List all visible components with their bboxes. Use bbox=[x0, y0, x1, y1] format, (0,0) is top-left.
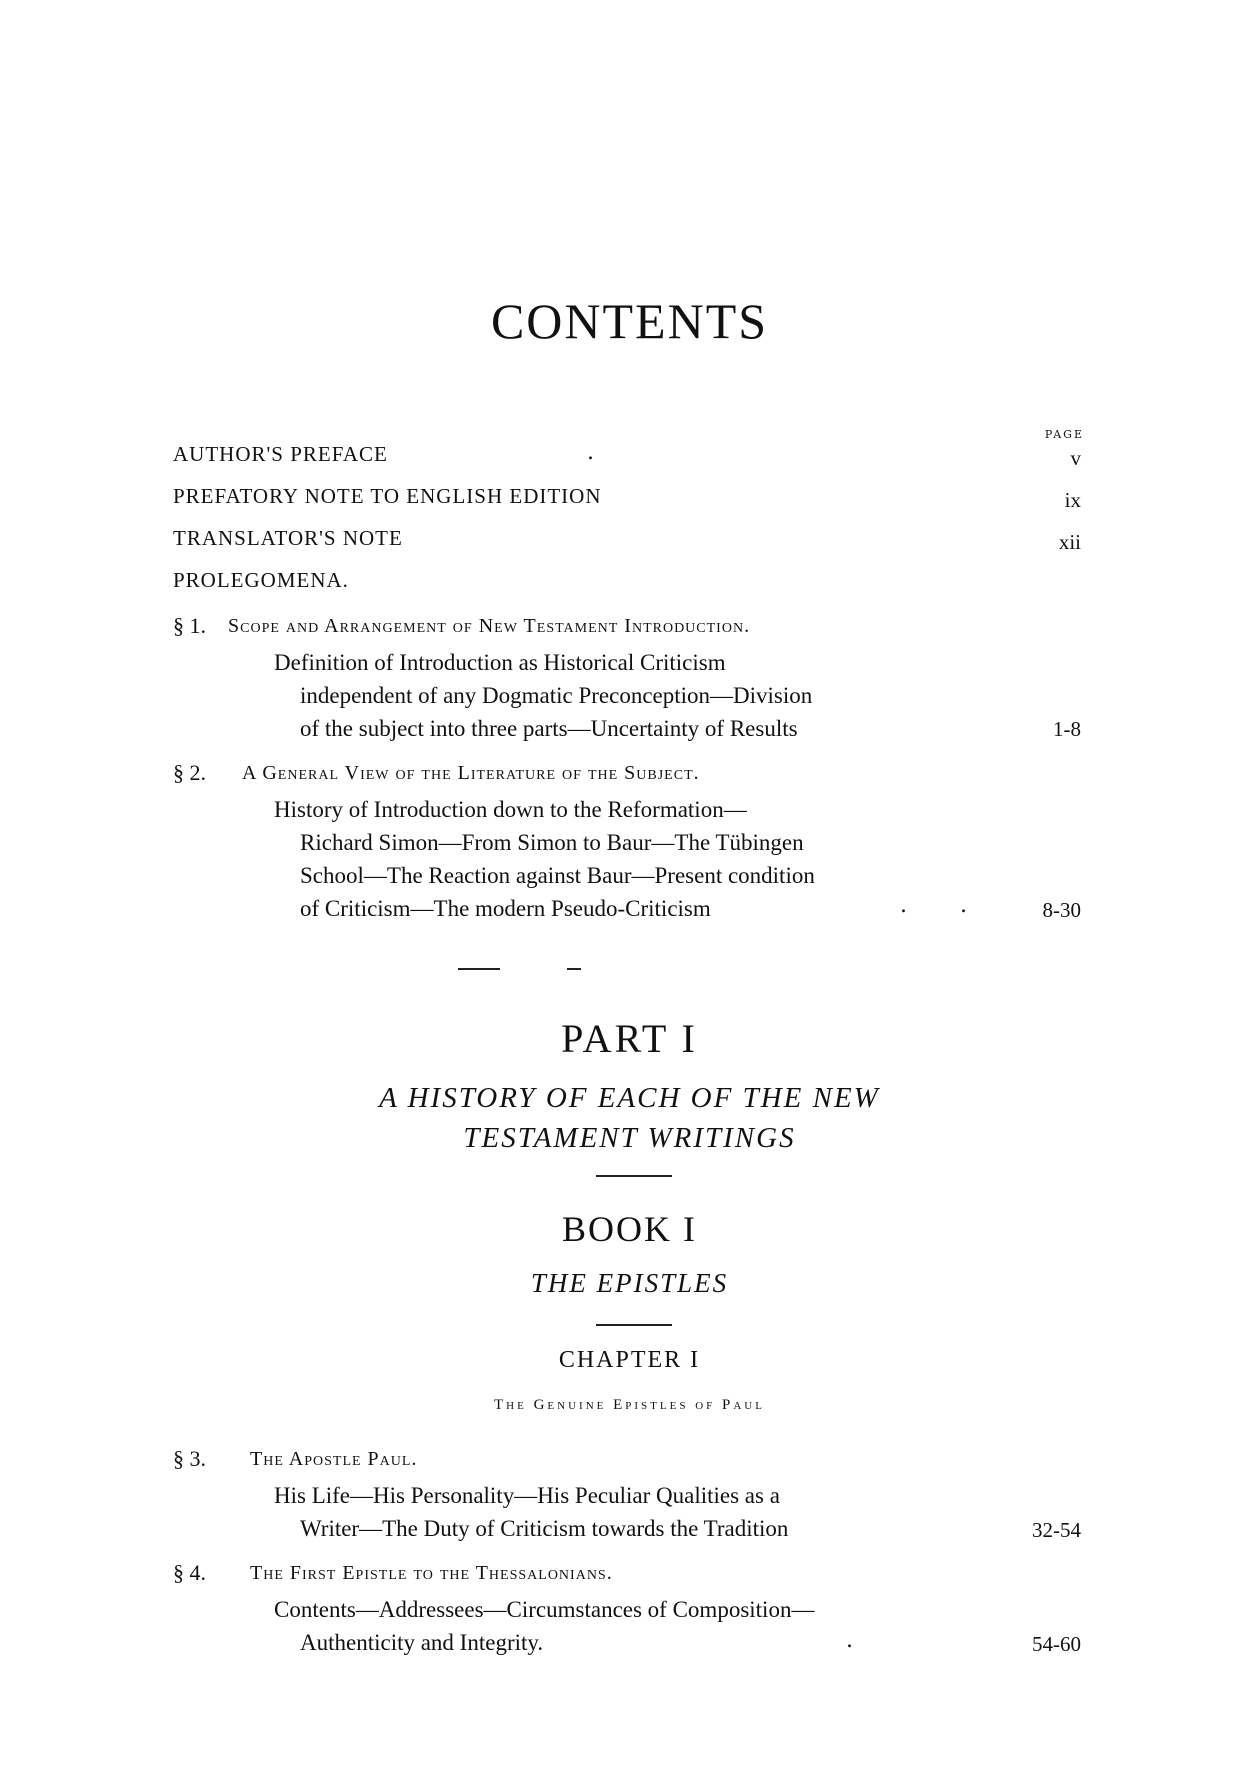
part-heading: PART I bbox=[561, 1016, 698, 1061]
section-number: § 4. bbox=[173, 1560, 206, 1585]
separator-rule bbox=[567, 968, 581, 970]
leader-dot: . bbox=[587, 440, 594, 465]
leader-dot: . bbox=[960, 893, 967, 918]
section-pages: 1-8 bbox=[1053, 717, 1081, 741]
part-subtitle-line2: TESTAMENT WRITINGS bbox=[463, 1122, 796, 1154]
page-column-header: PAGE bbox=[1044, 428, 1084, 441]
section-number: § 3. bbox=[173, 1446, 206, 1471]
section-number: § 1. bbox=[173, 613, 206, 638]
toc-page-authors-preface: v bbox=[1070, 446, 1081, 470]
separator-rule bbox=[596, 1324, 672, 1326]
section-heading: The Apostle Paul. bbox=[250, 1448, 418, 1470]
section-description-line: of the subject into three parts—Uncertainty of Results bbox=[300, 716, 798, 741]
section-description-line: School—The Reaction against Baur—Present condition bbox=[300, 863, 815, 888]
section-description-line: Definition of Introduction as Historical Criticism bbox=[274, 650, 726, 675]
section-pages: 32-54 bbox=[1032, 1518, 1081, 1542]
section-heading: A General View of the Literature of the Subject. bbox=[242, 762, 700, 784]
toc-entry-translators-note: TRANSLATOR'S NOTE bbox=[173, 526, 403, 550]
section-description-line: Richard Simon—From Simon to Baur—The Tübingen bbox=[300, 830, 804, 855]
section-pages: 8-30 bbox=[1042, 898, 1081, 922]
section-description-line: Authenticity and Integrity. bbox=[300, 1630, 544, 1655]
chapter-heading: CHAPTER I bbox=[558, 1347, 701, 1373]
section-pages: 54-60 bbox=[1032, 1632, 1081, 1656]
section-number: § 2. bbox=[173, 760, 206, 785]
toc-page-translators-note: xii bbox=[1058, 530, 1081, 554]
chapter-subtitle: The Genuine Epistles of Paul bbox=[494, 1397, 765, 1413]
section-heading: The First Epistle to the Thessalonians. bbox=[250, 1562, 613, 1584]
section-description-line: History of Introduction down to the Reformation— bbox=[274, 797, 747, 822]
book-heading: BOOK I bbox=[562, 1209, 697, 1249]
section-description-line: His Life—His Personality—His Peculiar Qualities as a bbox=[274, 1483, 780, 1508]
section-heading: Scope and Arrangement of New Testament Introduction. bbox=[228, 615, 751, 637]
leader-dot: . bbox=[846, 1628, 853, 1653]
toc-page-prefatory-note: ix bbox=[1064, 488, 1081, 512]
section-description-line: of Criticism—The modern Pseudo-Criticism bbox=[300, 896, 711, 921]
leader-dot: . bbox=[900, 893, 907, 918]
toc-entry-authors-preface: AUTHOR'S PREFACE bbox=[173, 442, 388, 466]
part-subtitle-line1: A HISTORY OF EACH OF THE NEW bbox=[379, 1082, 880, 1114]
section-description-line: independent of any Dogmatic Preconception—Division bbox=[300, 683, 813, 708]
section-description-line: Contents—Addressees—Circumstances of Composition— bbox=[274, 1597, 815, 1622]
separator-rule bbox=[596, 1175, 672, 1177]
toc-entry-prolegomena: PROLEGOMENA. bbox=[173, 568, 349, 592]
separator-rule bbox=[458, 968, 500, 970]
page-title: CONTENTS bbox=[490, 293, 769, 349]
section-description-line: Writer—The Duty of Criticism towards the Tradition bbox=[300, 1516, 789, 1541]
book-subtitle: THE EPISTLES bbox=[530, 1268, 729, 1298]
toc-entry-prefatory-note: PREFATORY NOTE TO ENGLISH EDITION bbox=[173, 484, 602, 508]
